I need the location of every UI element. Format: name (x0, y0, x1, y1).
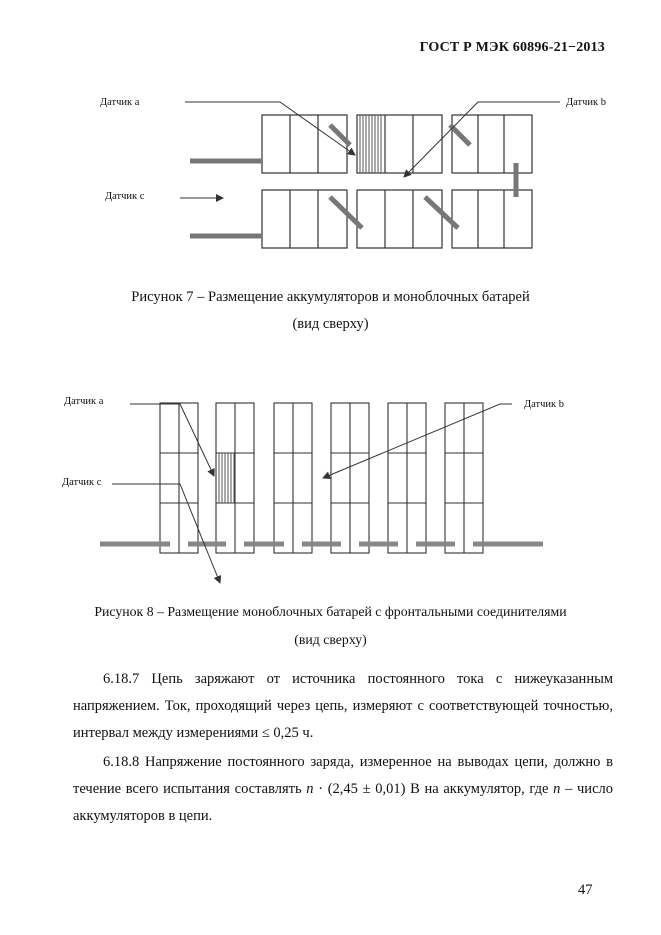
hatched-cell (219, 453, 234, 503)
figure-7 (0, 85, 661, 250)
figure-8-sensor-c-label: Датчик с (62, 477, 102, 488)
connectors (190, 125, 516, 236)
variable-n: n (306, 781, 314, 797)
figure-8-diagram (0, 388, 661, 588)
cells-bottom-row (262, 190, 532, 248)
figure-7-diagram (0, 85, 661, 250)
paragraph-6-18-8-text-3: – число аккумуляторов в цепи. (73, 781, 613, 824)
figure-8-sensor-b-label: Датчик b (524, 399, 565, 410)
page-number: 47 (578, 882, 593, 898)
figure-7-sensor-a-label: Датчик а (100, 97, 140, 108)
figure-7-caption-line-1: Рисунок 7 – Размещение аккумуляторов и моноблочных батарей (131, 289, 530, 305)
paragraph-6-18-7 (73, 666, 613, 747)
hatched-cell (360, 115, 381, 173)
paragraph-6-18-8 (73, 749, 613, 830)
paragraph-6-18-8-text-1: 6.18.8 Напряжение постоянного заряда, измеренное на выводах цепи, должно в течение всего испытания составлять (73, 754, 613, 797)
figure-7-caption-line-2: (вид сверху) (292, 316, 369, 332)
figure-8-caption-line-1: Рисунок 8 – Размещение моноблочных батарей с фронтальными соединителями (94, 604, 567, 619)
figure-7-sensor-c-label: Датчик с (105, 191, 145, 202)
cells-top-row (262, 115, 532, 173)
variable-n: n (553, 781, 561, 797)
figure-8-sensor-a-label: Датчик а (64, 396, 104, 407)
figure-7-sensor-b-label: Датчик b (566, 97, 607, 108)
figure-8-caption-line-2: (вид сверху) (294, 632, 367, 647)
figure-8 (0, 388, 661, 588)
figure-8-caption (0, 602, 661, 650)
paragraph-6-18-8-text-2: · (2,45 ± 0,01) В на аккумулятор, где (313, 781, 554, 797)
standard-header: ГОСТ Р МЭК 60896-21−2013 (419, 40, 605, 55)
monobloc-columns (160, 403, 483, 553)
sensor-leaders (180, 102, 560, 198)
figure-7-caption (0, 287, 661, 334)
paragraph-6-18-7-text: 6.18.7 Цепь заряжают от источника постоянного тока с нижеуказанным напряжением. Ток, проходящий через цепь, измеряют с соответствующей точностью, интервал между измерениями ≤ 0,25 ч. (73, 671, 613, 741)
